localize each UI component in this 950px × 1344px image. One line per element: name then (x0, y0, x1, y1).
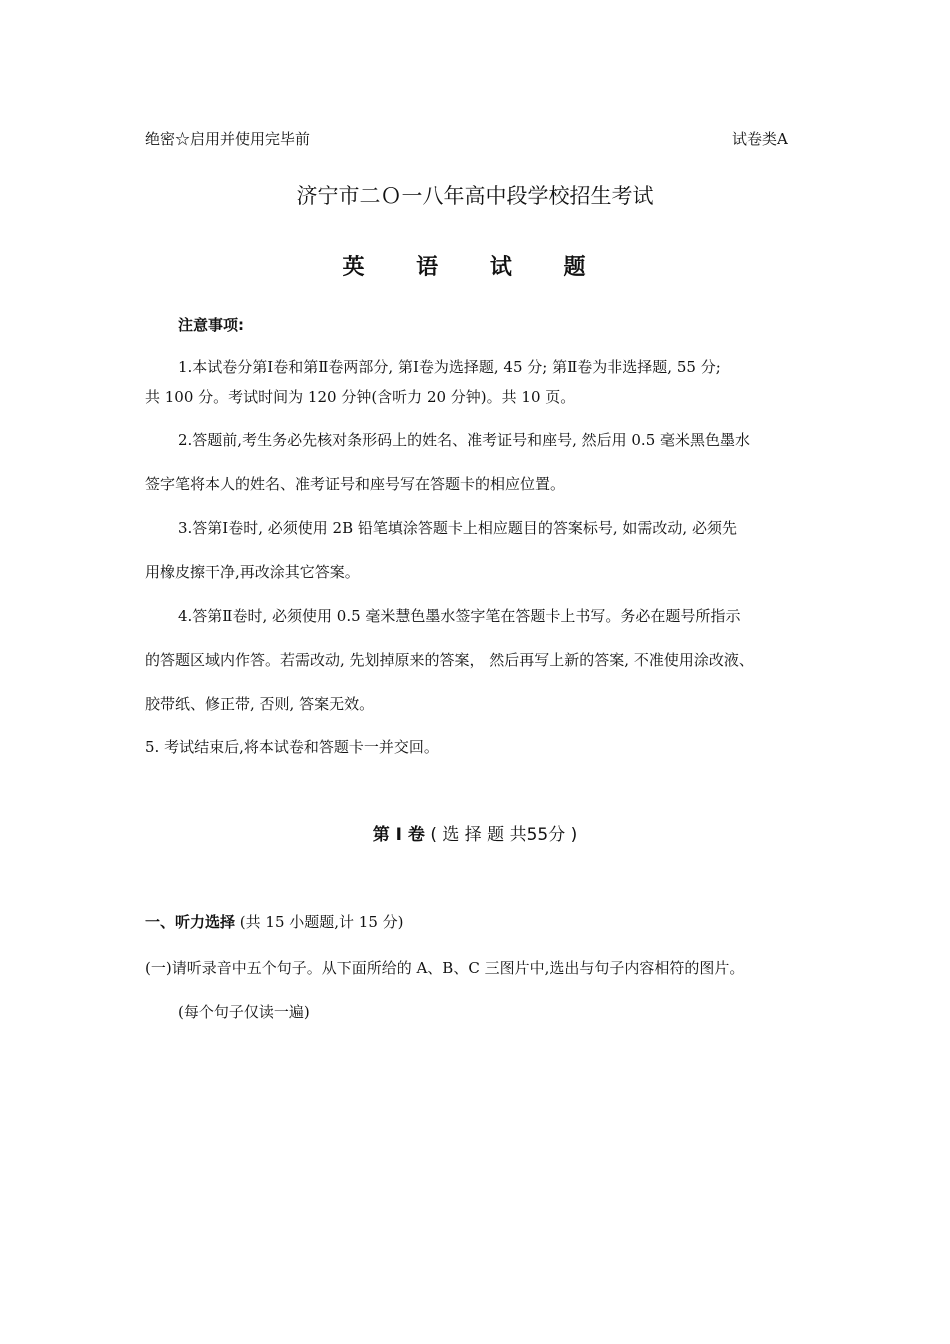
notice-item-1-line-1: 1.本试卷分第Ⅰ卷和第Ⅱ卷两部分, 第Ⅰ卷为选择题, 45 分; 第Ⅱ卷为非选择题, 55 分; (178, 358, 721, 376)
notice-item-4-line-3: 胶带纸、修正带, 否则, 答案无效。 (145, 695, 375, 713)
section-detail: ( 选 择 题 共55分 ) (430, 825, 578, 845)
part1-instruction: (一)请听录音中五个句子。从下面所给的 A、B、C 三图片中,选出与句子内容相符的图片。 (145, 959, 745, 977)
notice-item-3-line-2: 用橡皮擦干净,再改涂其它答案。 (145, 563, 360, 581)
notice-item-4-line-1: 4.答第Ⅱ卷时, 必须使用 0.5 毫米慧色墨水签字笔在答题卡上书写。务必在题号所指示 (178, 607, 741, 625)
notice-item-2-line-1: 2.答题前,考生务必先核对条形码上的姓名、准考证号和座号, 然后用 0.5 毫米黑色墨水 (178, 431, 751, 449)
part1-heading-row (145, 911, 404, 932)
subject-title: 英 语 试 题 (342, 255, 608, 280)
notice-item-4-line-2: 的答题区域内作答。若需改动, 先划掉原来的答案， 然后再写上新的答案, 不准使用涂改液、 (145, 651, 754, 669)
exam-title: 济宁市二Ｏ一八年高中段学校招生考试 (296, 184, 654, 208)
section-label: 第 Ⅰ 卷 (372, 825, 425, 845)
notice-item-5: 5. 考试结束后,将本试卷和答题卡一并交回。 (145, 738, 439, 756)
part1-note: (每个句子仅读一遍) (178, 1003, 310, 1021)
part1-heading: 一、听力选择 (145, 913, 236, 931)
part1-heading-note: (共 15 小题题,计 15 分) (239, 913, 404, 931)
notice-item-1-line-2: 共 100 分。考试时间为 120 分钟(含听力 20 分钟)。共 10 页。 (145, 388, 576, 406)
notice-item-2-line-2: 签字笔将本人的姓名、准考证号和座号写在答题卡的相应位置。 (145, 475, 566, 493)
notice-heading: 注意事项: (178, 316, 244, 334)
notice-item-3-line-1: 3.答第Ⅰ卷时, 必须使用 2B 铅笔填涂答题卡上相应题目的答案标号, 如需改动, 必须先 (178, 519, 737, 537)
paper-type-label: 试卷类A (732, 130, 788, 148)
confidential-label: 绝密☆启用并使用完毕前 (145, 130, 311, 148)
section-heading (0, 820, 950, 845)
